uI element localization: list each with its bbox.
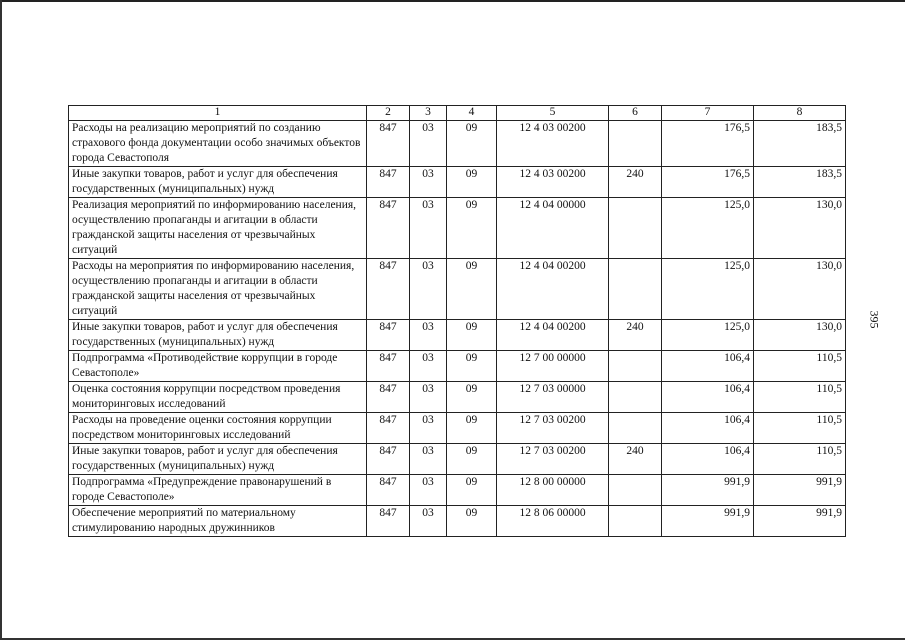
row-subsection: 09 [447,320,497,351]
row-target-article: 12 8 00 00000 [497,475,609,506]
row-amount-year1: 106,4 [662,444,754,475]
row-section: 03 [410,198,447,259]
row-subsection: 09 [447,121,497,167]
row-expense-type [609,121,662,167]
row-department-code: 847 [367,198,410,259]
row-section: 03 [410,413,447,444]
row-amount-year1: 176,5 [662,121,754,167]
page-number: 395 [867,310,882,329]
row-expense-type [609,351,662,382]
row-department-code: 847 [367,167,410,198]
header-row [69,106,846,121]
table-row [69,259,846,320]
row-expense-type: 240 [609,320,662,351]
table-row [69,121,846,167]
row-target-article: 12 7 03 00200 [497,413,609,444]
row-amount-year2: 110,5 [754,444,846,475]
row-department-code: 847 [367,475,410,506]
row-name: Иные закупки товаров, работ и услуг для обеспечения государственных (муниципальных) нужд [69,444,367,475]
row-section: 03 [410,475,447,506]
row-section: 03 [410,444,447,475]
table-body [69,121,846,537]
row-amount-year1: 176,5 [662,167,754,198]
header-cell-target-article: 5 [497,106,609,121]
row-expense-type [609,413,662,444]
row-name: Обеспечение мероприятий по материальному стимулированию народных дружинников [69,506,367,537]
row-target-article: 12 4 04 00200 [497,320,609,351]
header-cell-department: 2 [367,106,410,121]
row-target-article: 12 4 04 00200 [497,259,609,320]
row-amount-year2: 183,5 [754,121,846,167]
table-row [69,444,846,475]
row-amount-year1: 991,9 [662,475,754,506]
header-cell-name: 1 [69,106,367,121]
row-name: Подпрограмма «Предупреждение правонарушений в городе Севастополе» [69,475,367,506]
row-target-article: 12 4 04 00000 [497,198,609,259]
row-name: Расходы на мероприятия по информированию населения, осуществлению пропаганды и агитации в области гражданской защиты населения от чрезвычайных ситуаций [69,259,367,320]
row-amount-year2: 991,9 [754,506,846,537]
header-cell-subsection: 4 [447,106,497,121]
table-row [69,198,846,259]
scan-edge-top [0,0,905,2]
row-amount-year2: 991,9 [754,475,846,506]
table-row [69,475,846,506]
row-expense-type: 240 [609,444,662,475]
row-department-code: 847 [367,444,410,475]
row-amount-year1: 125,0 [662,198,754,259]
row-subsection: 09 [447,444,497,475]
row-subsection: 09 [447,167,497,198]
row-name: Реализация мероприятий по информированию населения, осуществлению пропаганды и агитации в области гражданской защиты населения от чрезвычайных ситуаций [69,198,367,259]
row-name: Иные закупки товаров, работ и услуг для обеспечения государственных (муниципальных) нужд [69,320,367,351]
row-expense-type [609,506,662,537]
row-subsection: 09 [447,382,497,413]
row-name: Расходы на реализацию мероприятий по созданию страхового фонда документации особо значимых объектов города Севастополя [69,121,367,167]
row-expense-type [609,259,662,320]
row-department-code: 847 [367,320,410,351]
row-target-article: 12 7 03 00200 [497,444,609,475]
row-name: Оценка состояния коррупции посредством проведения мониторинговых исследований [69,382,367,413]
row-amount-year2: 183,5 [754,167,846,198]
row-name: Иные закупки товаров, работ и услуг для обеспечения государственных (муниципальных) нужд [69,167,367,198]
header-cell-section: 3 [410,106,447,121]
row-amount-year1: 106,4 [662,413,754,444]
row-amount-year2: 130,0 [754,259,846,320]
row-subsection: 09 [447,475,497,506]
row-amount-year2: 110,5 [754,413,846,444]
row-subsection: 09 [447,259,497,320]
row-target-article: 12 8 06 00000 [497,506,609,537]
table-row [69,506,846,537]
row-department-code: 847 [367,259,410,320]
budget-table [68,105,846,537]
row-section: 03 [410,506,447,537]
row-section: 03 [410,167,447,198]
row-subsection: 09 [447,413,497,444]
row-target-article: 12 4 03 00200 [497,121,609,167]
row-amount-year1: 106,4 [662,382,754,413]
row-subsection: 09 [447,198,497,259]
row-amount-year1: 991,9 [662,506,754,537]
row-section: 03 [410,351,447,382]
table-header [69,106,846,121]
table-row [69,382,846,413]
row-department-code: 847 [367,382,410,413]
header-cell-expense-type: 6 [609,106,662,121]
row-amount-year1: 125,0 [662,259,754,320]
row-expense-type [609,475,662,506]
row-section: 03 [410,320,447,351]
row-target-article: 12 7 03 00000 [497,382,609,413]
table-row [69,167,846,198]
row-name: Расходы на проведение оценки состояния коррупции посредством мониторинговых исследований [69,413,367,444]
row-department-code: 847 [367,351,410,382]
row-amount-year1: 106,4 [662,351,754,382]
table-row [69,413,846,444]
scan-edge-left [0,0,2,640]
table-row [69,351,846,382]
row-expense-type [609,382,662,413]
row-section: 03 [410,259,447,320]
row-amount-year2: 110,5 [754,351,846,382]
row-target-article: 12 7 00 00000 [497,351,609,382]
table-row [69,320,846,351]
header-cell-amount-year1: 7 [662,106,754,121]
row-amount-year2: 130,0 [754,198,846,259]
row-target-article: 12 4 03 00200 [497,167,609,198]
row-amount-year2: 130,0 [754,320,846,351]
header-cell-amount-year2: 8 [754,106,846,121]
row-department-code: 847 [367,413,410,444]
row-name: Подпрограмма «Противодействие коррупции в городе Севастополе» [69,351,367,382]
row-subsection: 09 [447,506,497,537]
row-subsection: 09 [447,351,497,382]
row-expense-type [609,198,662,259]
row-department-code: 847 [367,121,410,167]
row-section: 03 [410,121,447,167]
row-amount-year1: 125,0 [662,320,754,351]
row-expense-type: 240 [609,167,662,198]
row-amount-year2: 110,5 [754,382,846,413]
row-section: 03 [410,382,447,413]
row-department-code: 847 [367,506,410,537]
